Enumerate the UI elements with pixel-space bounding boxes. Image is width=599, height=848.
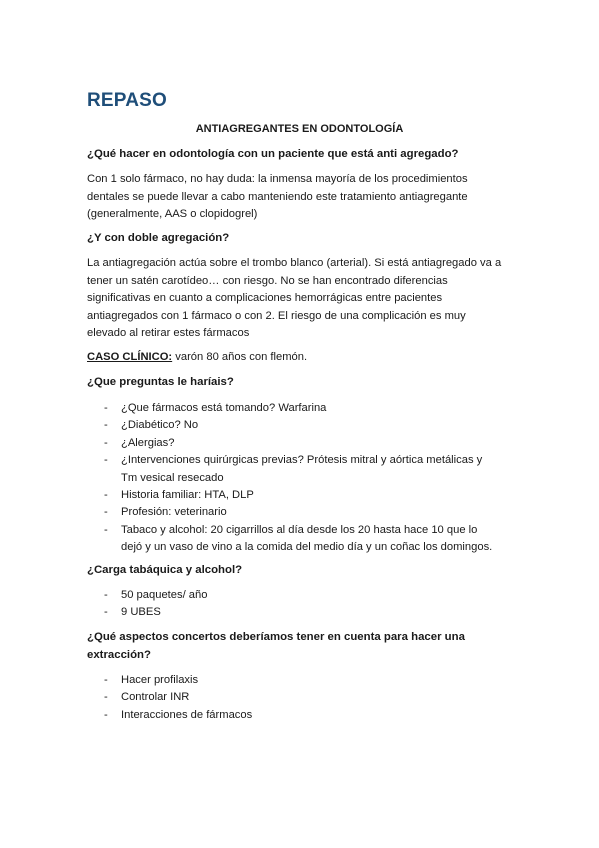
clinical-case-text: varón 80 años con flemón.: [172, 351, 308, 363]
list-item: - Controlar INR: [87, 689, 527, 706]
section-subtitle: ANTIAGREGANTES EN ODONTOLOGÍA: [195, 123, 404, 135]
list-item: - ¿Que fármacos está tomando? Warfarina: [87, 400, 527, 417]
question-5-list: [87, 672, 527, 724]
answer-2-line: elevado al retirar estes fármacos: [87, 327, 250, 340]
question-3: ¿Que preguntas le haríais?: [87, 376, 234, 388]
list-item: - Historia familiar: HTA, DLP: [87, 487, 527, 504]
answer-2-line: La antiagregación actúa sobre el trombo blanco (arterial). Si está antiagregado va a: [87, 257, 502, 269]
list-item: - Tabaco y alcohol: 20 cigarrillos al día desde los 20 hasta hace 10 que lo dejó y un vaso de vino a la comida del medio día y un coñac los domingos.: [87, 522, 527, 557]
question-4: ¿Carga tabáquica y alcohol?: [87, 564, 243, 576]
clinical-case-label: CASO CLÍNICO:: [87, 351, 173, 363]
answer-2-line: tener un satén carotídeo… con riesgo. No se han encontrado diferencias: [87, 274, 448, 287]
answer-2-line: significativas en cuanto a complicaciones hemorrágicas entre pacientes: [87, 292, 443, 305]
list-item: - 9 UBES: [87, 604, 527, 621]
question-5: [87, 629, 527, 664]
question-1: ¿Qué hacer en odontología con un paciente que está anti agregado?: [87, 148, 459, 160]
question-2: ¿Y con doble agregación?: [87, 232, 230, 244]
list-item: - 50 paquetes/ año: [87, 587, 527, 604]
list-item: - ¿Alergias?: [87, 435, 527, 452]
list-item: - Hacer profilaxis: [87, 672, 527, 689]
list-item: - Profesión: veterinario: [87, 504, 527, 521]
answer-1: [87, 171, 527, 224]
answer-2-line: antiagregados con 1 fármaco o con 2. El riesgo de una complicación es muy: [87, 309, 466, 322]
answer-1-line: (generalmente, AAS o clopidogrel): [87, 208, 258, 221]
page-title: REPASO: [87, 90, 168, 111]
list-item: - ¿Diabético? No: [87, 417, 527, 434]
answer-2: [87, 255, 527, 343]
answer-1-line: Con 1 solo fármaco, no hay duda: la inmensa mayoría de los procedimientos: [87, 173, 468, 185]
answer-1-line: dentales se puede llevar a cabo manteniendo este tratamiento antiagregante: [87, 190, 468, 203]
question-5-line: ¿Qué aspectos concertos deberíamos tener en cuenta para hacer una: [87, 631, 465, 643]
question-3-list: [87, 400, 527, 557]
list-item: - ¿Intervenciones quirúrgicas previas? Prótesis mitral y aórtica metálicas y Tm vesical resecado: [87, 452, 527, 487]
question-5-line: extracción?: [87, 648, 151, 661]
list-item: - Interacciones de fármacos: [87, 707, 527, 724]
question-4-list: [87, 587, 527, 622]
clinical-case: [87, 349, 527, 367]
